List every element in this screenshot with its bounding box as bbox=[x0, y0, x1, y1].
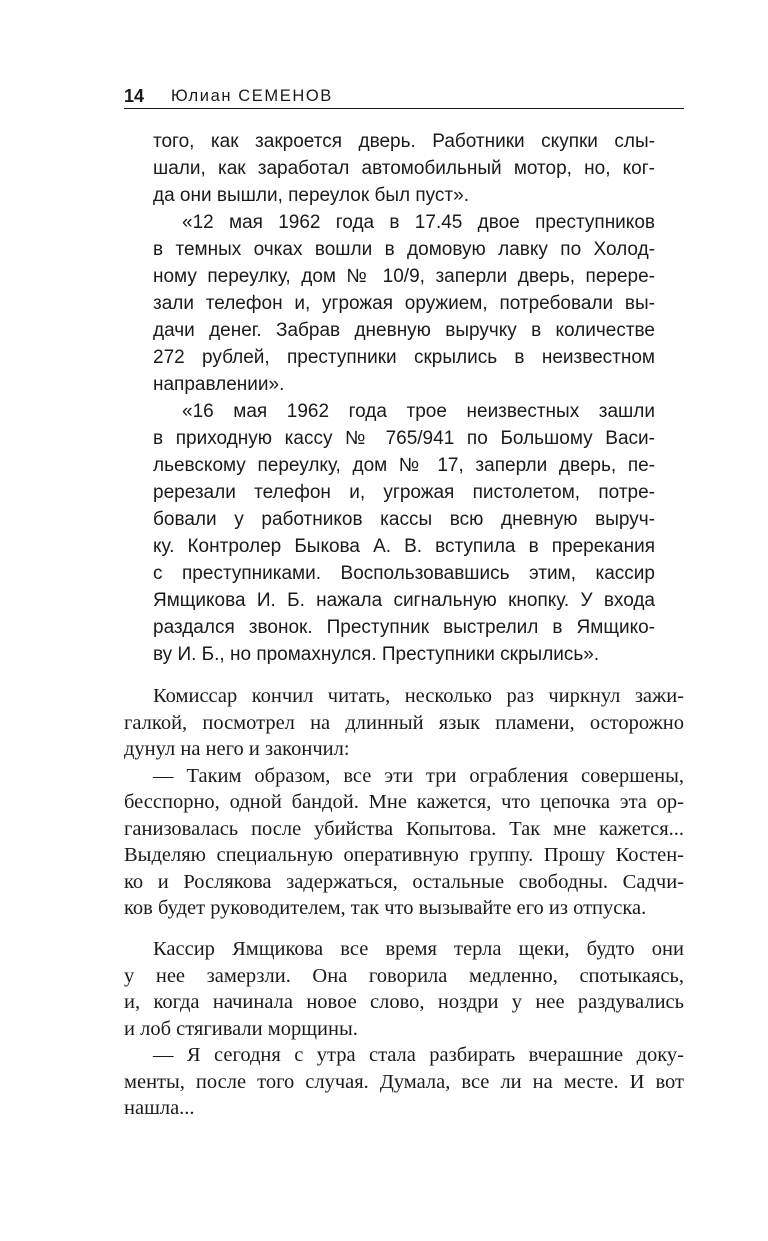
running-head-author: Юлиан СЕМЕНОВ bbox=[171, 87, 333, 105]
text-line: 272 рублей, преступники скрылись в неизвестном bbox=[153, 347, 655, 368]
text-line: менты, после того случая. Думала, все ли на месте. И вот bbox=[124, 1070, 684, 1093]
text-line: — Таким образом, все эти три ограбления совершены, bbox=[153, 764, 684, 787]
text-line: в приходную кассу № 765/941 по Большому Васи- bbox=[153, 428, 655, 449]
text-line: в темных очках вошли в домовую лавку по Холод- bbox=[153, 239, 655, 260]
text-line: Комиссар кончил читать, несколько раз чиркнул зажи- bbox=[153, 685, 684, 707]
text-line: «16 мая 1962 года трое неизвестных зашли bbox=[182, 401, 655, 422]
text-line: ререзали телефон и, угрожая пистолетом, потре- bbox=[153, 482, 655, 503]
text-line: льевскому переулку, дом № 17, заперли дверь, пе- bbox=[153, 455, 655, 476]
text-line: ко и Рослякова задержаться, остальные свободны. Садчи- bbox=[124, 870, 684, 893]
text-line: и, когда начинала новое слово, ноздри у нее раздувались bbox=[124, 991, 684, 1013]
text-line: ку. Контролер Быкова А. В. вступила в пререкания bbox=[153, 536, 655, 557]
cashier-paragraphs bbox=[124, 936, 684, 1122]
text-line: ков будет руководителем, так что вызывайте его из отпуска. bbox=[124, 897, 647, 919]
page-number: 14 bbox=[124, 86, 145, 106]
text-line: бесспорно, одной бандой. Мне кажется, что цепочка эта ор- bbox=[124, 791, 684, 813]
text-line: дунул на него и закончил: bbox=[124, 738, 350, 760]
quoted-reports bbox=[153, 128, 655, 668]
text-line: ву И. Б., но промахнулся. Преступники скрылись». bbox=[153, 644, 600, 665]
commissar-paragraphs bbox=[124, 683, 684, 922]
text-line: шали, как заработал автомобильный мотор, но, ког- bbox=[153, 158, 655, 179]
text-line: Кассир Ямщикова все время терла щеки, будто они bbox=[153, 938, 684, 960]
text-line: направлении». bbox=[153, 374, 285, 395]
text-line: и лоб стягивали морщины. bbox=[124, 1017, 358, 1040]
running-header bbox=[124, 86, 684, 109]
text-line: Ямщикова И. Б. нажала сигнальную кнопку. У входа bbox=[153, 590, 655, 611]
text-line: да они вышли, переулок был пуст». bbox=[153, 185, 469, 206]
text-line: ганизовалась после убийства Копытова. Так мне кажется... bbox=[124, 817, 684, 840]
text-line: дачи денег. Забрав дневную выручку в количестве bbox=[153, 320, 655, 341]
text-line: нашла... bbox=[124, 1097, 195, 1119]
text-line: — Я сегодня с утра стала разбирать вчерашние доку- bbox=[153, 1044, 684, 1066]
text-line: зали телефон и, угрожая оружием, потребовали вы- bbox=[153, 293, 655, 314]
text-line: раздался звонок. Преступник выстрелил в Ямщико- bbox=[153, 617, 655, 638]
text-line: того, как закроется дверь. Работники скупки слы- bbox=[153, 131, 655, 152]
text-line: галкой, посмотрел на длинный язык пламени, осторожно bbox=[124, 711, 684, 734]
text-line: «12 мая 1962 года в 17.45 двое преступников bbox=[182, 212, 655, 233]
text-line: Выделяю специальную оперативную группу. Прошу Костен- bbox=[124, 844, 684, 866]
text-line: с преступниками. Воспользовавшись этим, кассир bbox=[153, 563, 655, 584]
text-line: у нее замерзли. Она говорила медленно, спотыкаясь, bbox=[124, 964, 684, 987]
text-line: бовали у работников кассы всю дневную выруч- bbox=[153, 509, 655, 530]
text-line: ному переулку, дом № 10/9, заперли дверь, перере- bbox=[153, 266, 655, 287]
